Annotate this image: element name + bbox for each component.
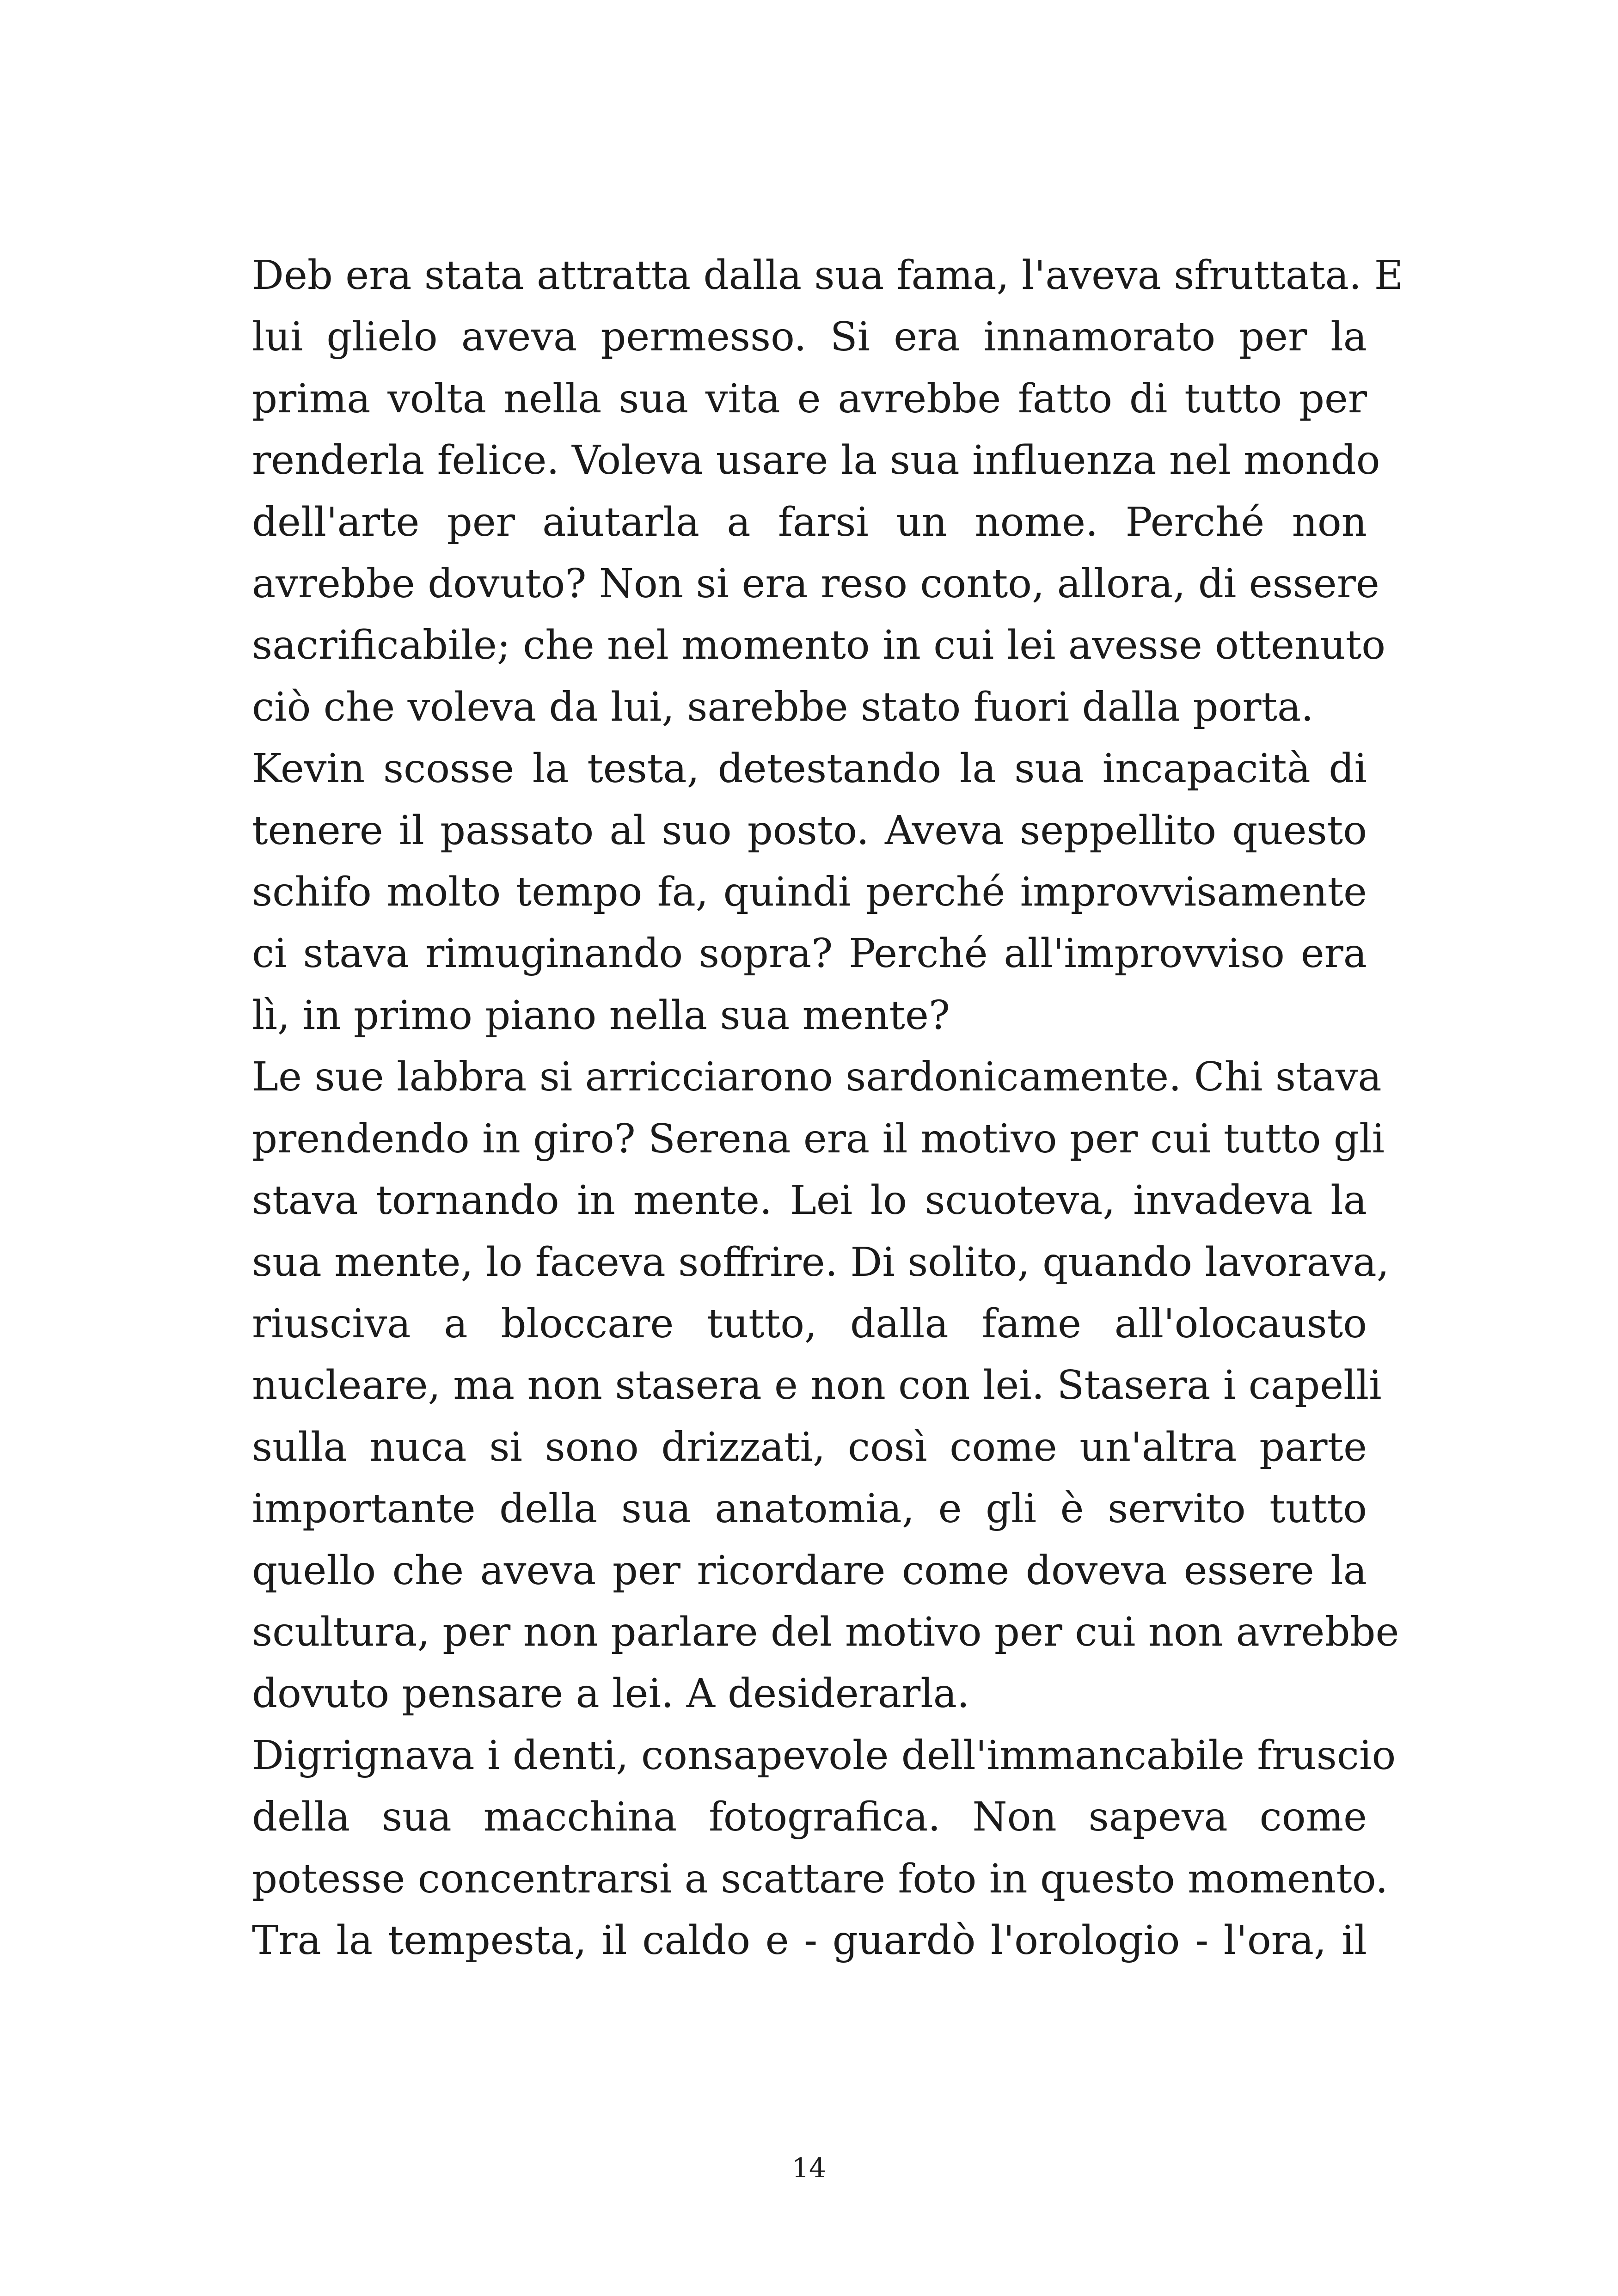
text-line: quello che aveva per ricordare come doveva essere la [252,1547,1367,1594]
paragraph [252,1725,1396,1972]
text-line: Digrignava i denti, consapevole dell'immancabile fruscio [252,1732,1396,1779]
text-line: ci stava rimuginando sopra? Perché all'improvviso era [252,931,1367,977]
text-line: dovuto pensare a lei. A desiderarla. [252,1671,970,1717]
text-line: ciò che voleva da lui, sarebbe stato fuori dalla porta. [252,684,1314,730]
text-line: prendendo in giro? Serena era il motivo per cui tutto gli [252,1115,1385,1162]
paragraph [252,1047,1399,1725]
text-line: schifo molto tempo fa, quindi perché improvvisamente [252,869,1367,916]
text-line: riusciva a bloccare tutto, dalla fame all'olocausto [252,1300,1367,1347]
text-line: lì, in primo piano nella sua mente? [252,992,950,1039]
body-text [252,245,1403,1971]
text-line: stava tornando in mente. Lei lo scuoteva, invadeva la [252,1177,1367,1224]
text-line: avrebbe dovuto? Non si era reso conto, allora, di essere [252,561,1379,607]
paragraph [252,245,1403,738]
page-number: 14 [792,2152,826,2184]
text-line: dell'arte per aiutarla a farsi un nome. Perché non [252,499,1367,545]
text-line: scultura, per non parlare del motivo per cui non avrebbe [252,1609,1399,1655]
text-line: lui glielo aveva permesso. Si era innamorato per la [252,314,1367,361]
text-line: sacrificabile; che nel momento in cui lei avesse ottenuto [252,622,1386,669]
text-line: sua mente, lo faceva soffrire. Di solito, quando lavorava, [252,1239,1390,1286]
text-line: della sua macchina fotografica. Non sapeva come [252,1794,1367,1841]
text-line: Le sue labbra si arricciarono sardonicamente. Chi stava [252,1054,1382,1101]
text-line: nucleare, ma non stasera e non con lei. Stasera i capelli [252,1362,1382,1409]
text-line: prima volta nella sua vita e avrebbe fatto di tutto per [252,375,1367,422]
text-line: Tra la tempesta, il caldo e - guardò l'orologio - l'ora, il [252,1917,1367,1964]
text-line: importante della sua anatomia, e gli è servito tutto [252,1486,1367,1532]
paragraph [252,738,1367,1047]
text-line: Deb era stata attratta dalla sua fama, l'aveva sfruttata. E [252,252,1403,299]
text-line: Kevin scosse la testa, detestando la sua incapacità di [252,746,1367,792]
text-line: potesse concentrarsi a scattare foto in questo momento. [252,1855,1388,1902]
text-line: renderla felice. Voleva usare la sua influenza nel mondo [252,437,1380,484]
text-line: tenere il passato al suo posto. Aveva seppellito questo [252,807,1367,854]
text-line: sulla nuca si sono drizzati, così come un'altra parte [252,1424,1367,1470]
